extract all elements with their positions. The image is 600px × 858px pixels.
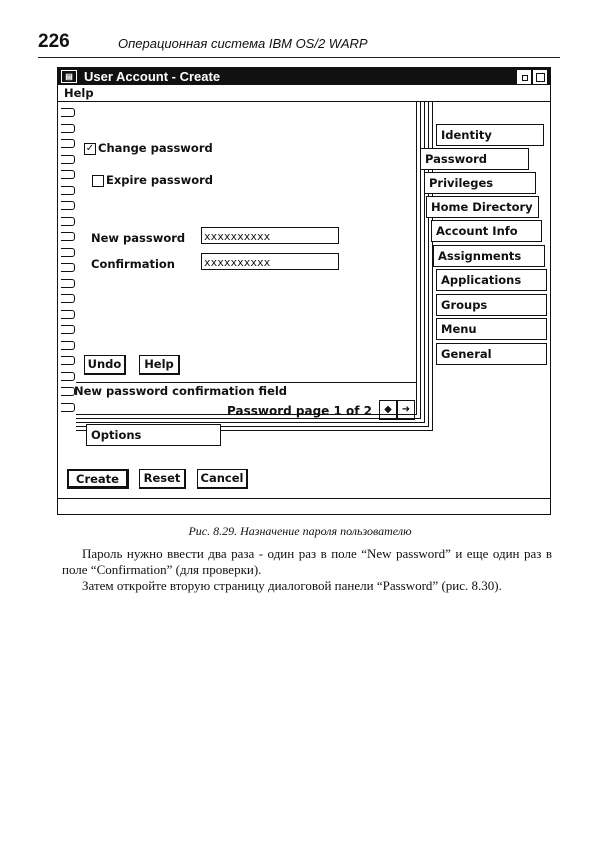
tab-assignments[interactable] [433, 245, 545, 267]
spiral-ring-icon [61, 263, 75, 272]
tab-label: Menu [441, 322, 477, 336]
spiral-ring-icon [61, 294, 75, 303]
system-menu-icon[interactable]: ▤ [61, 70, 77, 83]
window-divider [58, 498, 550, 499]
spiral-ring-icon [61, 310, 75, 319]
body-text [62, 546, 552, 594]
paragraph: Пароль нужно ввести два раза - один раз в поле “New password” и еще один раз в поле “Confirmation” (для проверки). [62, 546, 552, 577]
spiral-ring-icon [61, 356, 75, 365]
tab-label: General [441, 347, 492, 361]
new-password-field[interactable]: xxxxxxxxxx [201, 227, 339, 244]
spiral-ring-icon [61, 325, 75, 334]
minimize-button[interactable] [516, 69, 532, 85]
header-rule [38, 57, 560, 58]
figure-caption: Рис. 8.29. Назначение пароля пользователю [188, 524, 412, 538]
create-button[interactable]: Create [67, 469, 129, 489]
window-title: User Account - Create [84, 69, 221, 84]
expire-password-label: Expire password [106, 173, 214, 187]
spiral-ring-icon [61, 387, 75, 396]
running-title: Операционная система IBM OS/2 WARP [118, 36, 368, 51]
next-page-arrow-icon[interactable]: ➜ [397, 400, 415, 420]
tab-groups[interactable] [436, 294, 547, 316]
confirmation-label: Confirmation [91, 257, 175, 271]
title-bar[interactable] [58, 68, 550, 85]
notebook-page [74, 102, 417, 418]
spiral-ring-icon [61, 279, 75, 288]
tab-identity[interactable] [436, 124, 544, 146]
tab-account-info[interactable] [431, 220, 542, 242]
page-indicator: Password page 1 of 2 [227, 404, 372, 418]
previous-page-arrow-icon[interactable]: ◆ [379, 400, 397, 420]
paragraph: Затем откройте вторую страницу диалоговой панели “Password” (рис. 8.30). [82, 578, 502, 593]
reset-button[interactable]: Reset [139, 469, 186, 489]
tab-options-label: Options [91, 428, 142, 442]
menu-help[interactable]: Help [64, 86, 94, 100]
confirmation-field[interactable]: xxxxxxxxxx [201, 253, 339, 270]
change-password-label: Change password [98, 141, 213, 155]
maximize-button[interactable] [532, 69, 548, 85]
spiral-ring-icon [61, 403, 75, 412]
change-password-checkbox[interactable]: ✓ [85, 143, 95, 154]
tab-label: Groups [441, 298, 488, 312]
tab-label: Password [425, 152, 487, 166]
status-divider [76, 382, 416, 383]
tab-privileges[interactable] [424, 172, 536, 194]
tab-general[interactable] [436, 343, 547, 365]
tab-label: Account Info [436, 224, 518, 238]
tab-applications[interactable] [436, 269, 547, 291]
help-button[interactable]: Help [139, 355, 180, 375]
user-account-window [57, 67, 551, 515]
spiral-ring-icon [61, 155, 75, 164]
spiral-ring-icon [61, 186, 75, 195]
spiral-ring-icon [61, 232, 75, 241]
tab-label: Home Directory [431, 200, 533, 214]
tab-password[interactable] [421, 148, 529, 170]
spiral-ring-icon [61, 201, 75, 210]
undo-button[interactable]: Undo [84, 355, 126, 375]
tab-menu[interactable] [436, 318, 547, 340]
cancel-button[interactable]: Cancel [197, 469, 248, 489]
spiral-ring-icon [61, 372, 75, 381]
spiral-ring-icon [61, 124, 75, 133]
menu-bar [58, 85, 550, 102]
tab-home-directory[interactable] [426, 196, 539, 218]
tab-label: Identity [441, 128, 492, 142]
tab-label: Assignments [438, 249, 522, 263]
page-number: 226 [38, 31, 70, 52]
tab-label: Privileges [429, 176, 494, 190]
spiral-ring-icon [61, 217, 75, 226]
spiral-ring-icon [61, 248, 75, 257]
spiral-ring-icon [61, 341, 75, 350]
status-text: New password confirmation field [74, 384, 288, 398]
spiral-ring-icon [61, 139, 75, 148]
tab-options[interactable] [86, 424, 221, 446]
spiral-ring-icon [61, 170, 75, 179]
new-password-label: New password [91, 231, 186, 245]
spiral-ring-icon [61, 108, 75, 117]
expire-password-checkbox[interactable] [92, 175, 104, 187]
tab-label: Applications [441, 273, 522, 287]
